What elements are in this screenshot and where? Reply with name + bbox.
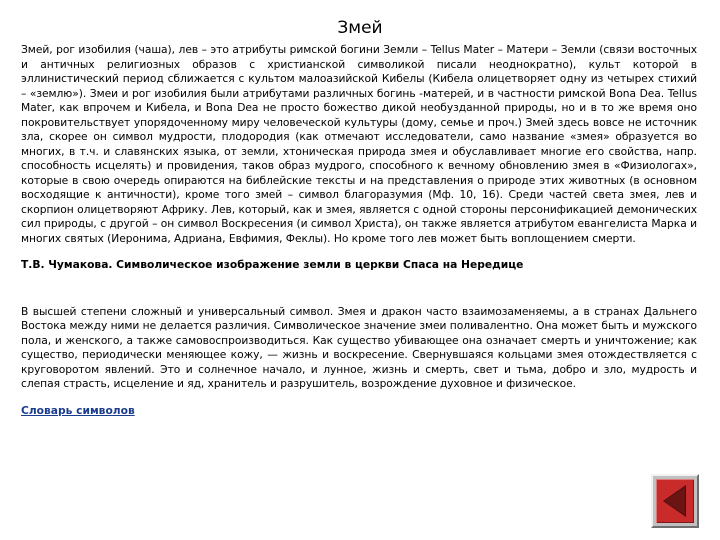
main-content: [21, 43, 697, 418]
back-nav-button[interactable]: [651, 474, 699, 528]
source-citation: Т.В. Чумакова. Символическое изображение земли в церкви Спаса на Нередице: [21, 258, 524, 271]
body-paragraph-2: В высшей степени сложный и универсальный символ. Змея и дракон часто взаимозаменяемы, а в странах Дальнего Востока между ними не делается различия. Символическое значение змеи поливалентно. Она может быть и мужского пола, и женского, а также самовоспроизводиться. Как существо убивающее она означает смерть и уничтожение; как существо, периодически меняющее кожу, — жизнь и воскресение. Свернувшаяся кольцами змея отождествляется с круговоротом явлений. Это и солнечное начало, и лунное, жизнь и смерть, свет и тьма, добро и зло, мудрость и слепая страсть, исцеление и яд, хранитель и разрушитель, возрождение духовное и физическое.: [21, 304, 698, 390]
page-title: Змей: [337, 18, 383, 38]
symbol-dictionary-link[interactable]: Словарь символов: [21, 403, 135, 417]
back-arrow-icon: [653, 476, 697, 526]
body-paragraph-1: Змей, рог изобилия (чаша), лев – это атрибуты римской богини Земли – Tellus Mater – Матери – Земли (связи восточных и античных религиозных образов с христианской символикой писали неоднократно), культ которой в эллинистический период сближается с культом малоазийской Кибелы (Кибела олицетворяет одну из четырех стихий – «землю»). Змеи и рог изобилия были атрибутами различных богинь -матерей, и в частности римской Bona Dea. Tellus Mater, как впрочем и Кибела, и Bona Dea не просто божество дикой необузданной природы, но и в то же время оно покровительствует упорядоченному миру человеческой культуры (дому, семье и проч.) Змей здесь вовсе не источник зла, скорее он символ мудрости, плодородия (как отмечают исследователи, само название «змея» образуется во многих, в т.ч. и славянских языка, от земли, хтоническая природа змея и обуславливает многие его свойства, напр. способность исцелять) и провидения, таков образ мудрого, способного к вечному обновлению змея в «Физиологах», которые в свою очередь опираются на библейские тексты и на представления о природе этих животных (в основном восходящие к античности), кроме того змей – символ благоразумия (Мф. 10, 16). Среди частей света змея, лев и скорпион олицетворяют Африку. Лев, который, как и змея, является с одной стороны персонификацией демонических сил природы, с другой – он символ Воскресения (и символ Христа), он также является атрибутом евангелиста Марка и многих святых (Иеронима, Адриана, Евфимия, Феклы). Но кроме того лев может быть воплощением смерти.: [21, 43, 697, 245]
